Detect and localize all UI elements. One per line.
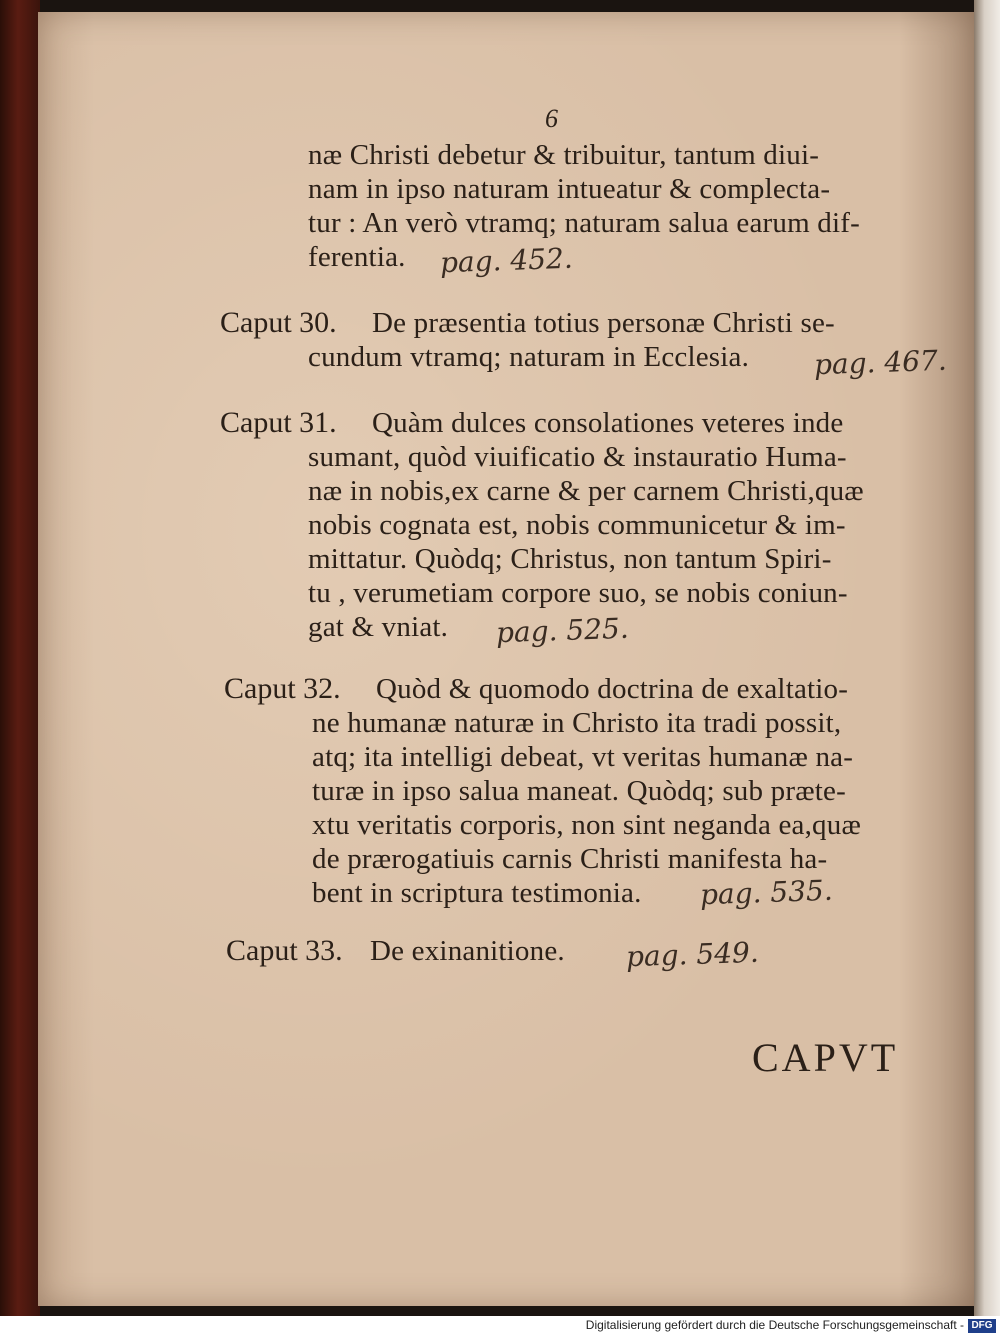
dfg-logo: DFG (968, 1319, 996, 1333)
text-line: tu , verumetiam corpore suo, se nobis coniun‑ (308, 577, 848, 609)
text-line: ferentia. (308, 241, 406, 273)
page-number: 6 (545, 104, 558, 133)
catchword: CAPVT (752, 1035, 899, 1080)
chapter-heading: Caput 31. (220, 406, 337, 439)
text-line: næ Christi debetur & tribuitur, tantum diui‑ (308, 139, 820, 171)
handwritten-page-reference: pag. 535. (699, 873, 834, 912)
text-line: xtu veritatis corporis, non sint neganda ea,quæ (312, 809, 862, 841)
text-line: Quòd & quomodo doctrina de exaltatio‑ (376, 673, 849, 705)
handwritten-page-reference: pag. 549. (625, 935, 760, 974)
text-line: næ in nobis,ex carne & per carnem Christi,quæ (308, 475, 864, 507)
chapter-heading: Caput 32. (224, 672, 341, 705)
text-line: gat & vniat. (308, 611, 449, 643)
text-line: ne humanæ naturæ in Christo ita tradi possit, (312, 707, 842, 739)
text-line: cundum vtramq; naturam in Ecclesia. (308, 341, 750, 373)
text-line: De exinanitione. (370, 935, 565, 967)
footer-bar (0, 1316, 1000, 1336)
footer-credit: Digitalisierung gefördert durch die Deutsche Forschungsgemeinschaft - (585, 1318, 964, 1332)
text-line: De præsentia totius personæ Christi se‑ (372, 307, 835, 339)
text-line: sumant, quòd viuificatio & instauratio Huma‑ (308, 441, 847, 473)
text-line: turæ in ipso salua maneat. Quòdq; sub præte‑ (312, 775, 846, 807)
text-line: tur : An verò vtramq; naturam salua earum dif‑ (308, 207, 860, 239)
page-edge (974, 0, 1000, 1316)
text-line: de prærogatiuis carnis Christi manifesta ha‑ (312, 843, 828, 875)
text-line: bent in scriptura testimonia. (312, 877, 642, 909)
text-line: nobis cognata est, nobis communicetur & im‑ (308, 509, 846, 541)
book-spine (0, 0, 40, 1316)
chapter-heading: Caput 30. (220, 306, 337, 339)
handwritten-page-reference: pag. 467. (813, 343, 948, 382)
text-line: Quàm dulces consolationes veteres inde (372, 407, 844, 439)
text-line: nam in ipso naturam intueatur & complecta‑ (308, 173, 831, 205)
handwritten-page-reference: pag. 525. (495, 611, 630, 650)
text-line: mittatur. Quòdq; Christus, non tantum Spiri‑ (308, 543, 832, 575)
text-line: atq; ita intelligi debeat, vt veritas humanæ na‑ (312, 741, 854, 773)
handwritten-page-reference: pag. 452. (439, 241, 574, 280)
chapter-heading: Caput 33. (226, 934, 343, 967)
